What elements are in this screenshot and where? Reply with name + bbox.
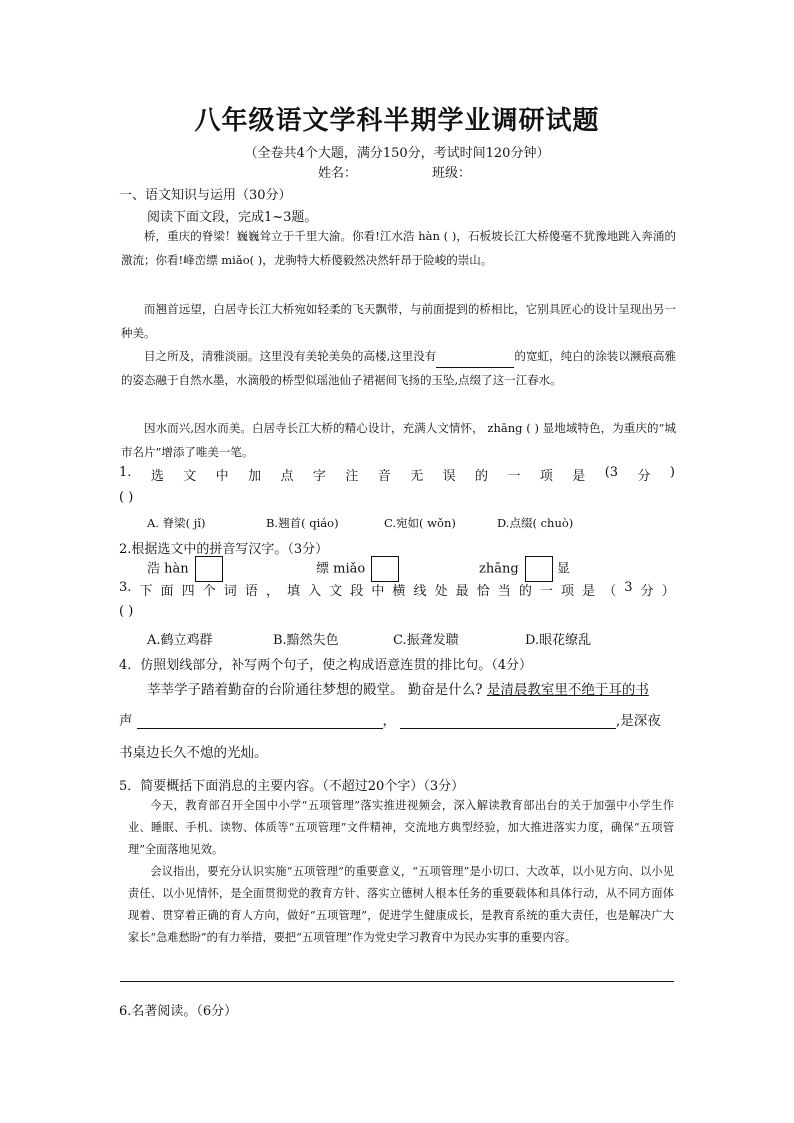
question-3-answer-paren[interactable]: ( ) (119, 604, 134, 619)
q2-item-3: zhāng 显 (479, 556, 570, 582)
passage-paragraph: 因水而兴,因水而美。白居寺长江大桥的精心设计，充满人文情怀， zhāng ( ) 显地域特色，为重庆的“城市名片”增添了唯美一笔。 (121, 421, 676, 459)
reading-passage (121, 224, 676, 272)
class-label: 班级： (432, 166, 472, 181)
question-4-line-1: 莘莘学子踏着勤奋的台阶通往梦想的殿堂。 勤奋是什么? 是清晨教室里不绝于耳的书 (147, 682, 649, 698)
reading-intro: 阅读下面文段，完成1~3题。 (147, 210, 318, 225)
question-1-answer-paren[interactable]: ( ) (119, 490, 134, 505)
answer-box[interactable] (525, 556, 553, 582)
exam-subtitle: （全卷共4个大题，满分150分，考试时间120分钟） (244, 146, 550, 161)
exam-title: 八年级语文学科半期学业调研试题 (194, 106, 600, 136)
news-paragraph: 今天，教育部召开全国中小学“五项管理”落实推进视频会，深入解读教育部出台的关于加强中小学生作业、睡眠、手机、读物、体质等“五项管理”文件精神，交流地方典型经验，加大推进落实力度，确保“五项管理”全面落地见效。 (128, 799, 674, 856)
reading-passage (121, 344, 676, 392)
answer-blank-1[interactable] (137, 728, 383, 729)
question-4-line-3: 书桌边长久不熄的光灿。 (119, 745, 268, 761)
q3-option-c[interactable]: C.振聋发聩 (393, 633, 459, 648)
answer-box[interactable] (371, 556, 399, 582)
q3-option-b[interactable]: B.黯然失色 (273, 633, 339, 648)
q2-item-2: 缥 miǎo (316, 556, 399, 582)
passage-fragment: 的宽虹，纯白的涂装以濒痕高雅的姿态融于自然水墨，水滴般的桥型似瑶池仙子裙裾间飞扬的玉坠,点缀了这一江春水。 (121, 349, 677, 387)
passage-paragraph (121, 344, 676, 392)
q1-option-d[interactable]: D.点缀( chuò) (497, 516, 574, 530)
question-2-stem: 2.根据选文中的拼音写汉字。（3分） (119, 542, 329, 557)
reading-passage (121, 297, 676, 345)
fill-blank-line[interactable] (436, 367, 514, 368)
news-paragraph: 会议指出，要充分认识实施“五项管理”的重要意义，“五项管理”是小切口、大改革，以小见方向、以小见责任、以小见情怀，是全面贯彻党的教育方针、落实立德树人根本任务的重要载体和具体行动，从不同方面体现着、贯穿着正确的育人方向，做好“五项管理”，促进学生健康成长，是教育系统的重大责任，也是解决广大家长“急难愁盼”的有力举措，要把“五项管理”作为党史学习教育中为民办实事的重要内容。 (128, 865, 674, 944)
question-4-line-2: 声 ， ,是深夜 (119, 713, 661, 729)
q3-option-a[interactable]: A.鹤立鸡群 (147, 633, 213, 648)
question-1-stem: 1. 选 文 中 加 点 字 注 音 无 误 的 一 项 是 (3 分 ) (119, 465, 675, 484)
section-heading: 一、语文知识与运用（30分） (119, 188, 292, 203)
question-3-stem: 3. 下 面 四 个 词 语 ， 填 入 文 段 中 横 线 处 最 恰 当 的 一 项 是 （ 3 分 ） (119, 580, 675, 599)
q2-item-1: 浩 hàn (147, 556, 223, 582)
q1-option-b[interactable]: B.翘首( qiáo) (266, 516, 339, 530)
underlined-model-sentence: 是清晨教室里不绝于耳的书 (486, 682, 649, 698)
question-5-stem: 5．简要概括下面消息的主要内容。（不超过20个字）（3分） (119, 779, 465, 794)
answer-line[interactable] (120, 981, 674, 982)
passage-fragment: 目之所及，清雅淡丽。这里没有美轮美奂的高楼,这里没有 (144, 349, 437, 363)
question-6-stem: 6.名著阅读。（6分） (119, 1004, 238, 1019)
passage-paragraph: 桥，重庆的脊梁！巍巍耸立于千里大渝。你看!江水浩 hàn ( )，石板坡长江大桥傻毫不犹豫地跳入奔涌的激流；你看!峰峦缥 miǎo( )，龙驹特大桥傻毅然决然轩昂于险峻的崇山。 (121, 229, 676, 267)
reading-passage (121, 416, 676, 464)
question-4-stem: 4．仿照划线部分，补写两个句子，使之构成语意连贯的排比句。（4分） (119, 658, 533, 673)
answer-box[interactable] (195, 556, 223, 582)
passage-paragraph: 而翘首远望，白居寺长江大桥宛如轻柔的飞天飘带，与前面提到的桥相比，它别具匠心的设计呈现出另一种美。 (121, 302, 676, 340)
answer-blank-2[interactable] (400, 728, 616, 729)
news-passage (128, 795, 674, 949)
q1-option-a[interactable]: A. 脊梁( jǐ) (147, 516, 206, 530)
name-label: 姓名： (318, 166, 358, 181)
q3-option-d[interactable]: D.眼花缭乱 (525, 633, 592, 648)
q1-option-c[interactable]: C.宛如( wǒn) (384, 516, 456, 530)
